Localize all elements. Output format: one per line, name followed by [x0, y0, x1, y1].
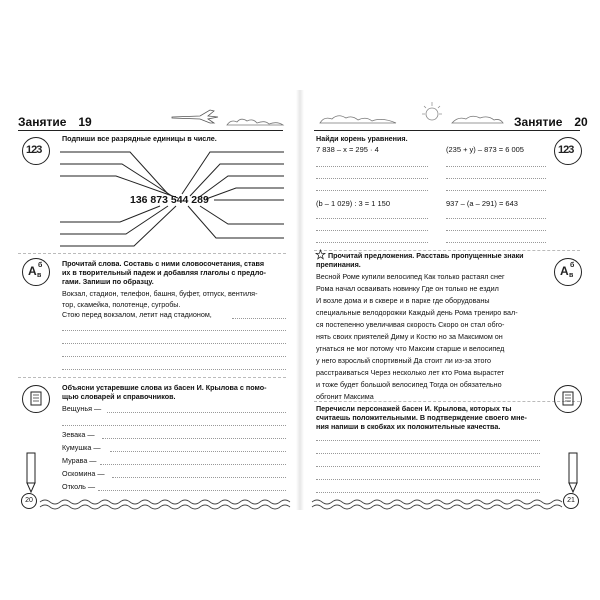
- equation: 7 838 – х = 295 · 4: [316, 145, 379, 154]
- answer-line[interactable]: [446, 230, 546, 231]
- numbers-icon: 123: [22, 137, 50, 165]
- old-word: Кумушка —: [62, 443, 101, 452]
- task2-instruction-3: гами. Запиши по образцу.: [62, 277, 154, 286]
- equation: (235 + у) – 873 = 6 005: [446, 145, 524, 154]
- text-line: обгонит Максима: [316, 392, 374, 401]
- star-icon: [316, 250, 325, 259]
- lesson-label: Занятие: [18, 115, 67, 129]
- answer-line[interactable]: [62, 425, 286, 426]
- old-word: Мурава —: [62, 456, 97, 465]
- task3-instruction-2: щью словарей и справочников.: [62, 392, 176, 401]
- pencil-icon: [566, 453, 580, 493]
- lesson-number: 20: [574, 115, 588, 129]
- page-number: 21: [563, 493, 579, 509]
- equation: (b – 1 029) : 3 = 1 150: [316, 199, 391, 208]
- task2-instruction-2: их в творительный падеж и добавляя глаголы с предло-: [62, 268, 266, 277]
- right-page: [300, 0, 600, 600]
- answer-line[interactable]: [62, 369, 286, 370]
- task2-instruction-1: Прочитай предложения. Расставь пропущенные знаки: [328, 251, 524, 260]
- page-number: 20: [21, 493, 37, 509]
- answer-line[interactable]: [62, 356, 286, 357]
- answer-line[interactable]: [316, 466, 540, 467]
- header-rule: [314, 130, 580, 131]
- answer-line[interactable]: [62, 343, 286, 344]
- text-line: расстраиваться Через несколько лет кто Рома вырастет: [316, 368, 505, 377]
- answer-line[interactable]: [316, 190, 428, 191]
- numbers-icon: 123: [554, 137, 582, 165]
- header-rule: [18, 130, 283, 131]
- cloud-icon: [318, 113, 398, 125]
- lesson-title-left: [18, 115, 92, 129]
- equation: 937 – (а – 291) = 643: [446, 199, 518, 208]
- book-icon: [22, 385, 50, 413]
- answer-line[interactable]: [446, 178, 546, 179]
- answer-line[interactable]: [107, 412, 286, 413]
- text-line: нять своих приятелей Диму и Костю но за Максимом он: [316, 332, 503, 341]
- answer-line[interactable]: [316, 230, 428, 231]
- answer-line[interactable]: [316, 440, 540, 441]
- lesson-number: 19: [78, 115, 92, 129]
- task2-instruction-2: препинания.: [316, 260, 361, 269]
- lesson-title-right: [514, 115, 588, 129]
- task2-instruction-1: Прочитай слова. Составь с ними словосочетания, ставя: [62, 259, 265, 268]
- wave-icon: [40, 498, 290, 510]
- answer-line[interactable]: [232, 318, 286, 319]
- letters-icon: А б в: [554, 258, 582, 286]
- task1-instruction: Найди корень уравнения.: [316, 134, 408, 143]
- text-line: угнаться не мог потому что Максим старше и велосипед: [316, 344, 505, 353]
- text-line: Рома начал осваивать новинку Где он только не ездил: [316, 284, 499, 293]
- answer-line[interactable]: [316, 166, 428, 167]
- text-line: И возле дома и в сквере и в парке где оборудованы: [316, 296, 490, 305]
- task3-instruction-1: Перечисли персонажей басен И. Крылова, которых ты: [316, 404, 512, 413]
- text-line: ся постепенно увеличивая скорость Скоро он стал обго-: [316, 320, 505, 329]
- answer-line[interactable]: [446, 218, 546, 219]
- old-word: Вещунья —: [62, 404, 102, 413]
- answer-line[interactable]: [62, 330, 286, 331]
- answer-line[interactable]: [316, 218, 428, 219]
- book-icon: [554, 385, 582, 413]
- section-divider: [314, 401, 580, 403]
- answer-line[interactable]: [316, 453, 540, 454]
- text-line: и тоже будет большой велосипед Тогда он обязательно: [316, 380, 502, 389]
- answer-line[interactable]: [316, 492, 540, 493]
- cloud-icon: [450, 113, 505, 125]
- answer-line[interactable]: [110, 451, 286, 452]
- task2-example: Стою перед вокзалом, летит над стадионом,: [62, 310, 212, 319]
- letters-icon: А б в: [22, 258, 50, 286]
- answer-line[interactable]: [112, 477, 286, 478]
- text-line: Весной Роме купили велосипед Как только растаял снег: [316, 272, 505, 281]
- answer-line[interactable]: [446, 166, 546, 167]
- sun-icon: [420, 100, 444, 124]
- task1-instruction: Подпиши все разрядные единицы в числе.: [62, 134, 217, 143]
- task3-instruction-3: ния напиши в скобках их положительные качества.: [316, 422, 501, 431]
- airplane-icon: [170, 108, 220, 124]
- task3-instruction-2: считаешь положительными. В подтверждение своего мне-: [316, 413, 527, 422]
- section-divider: [18, 253, 286, 255]
- answer-line[interactable]: [98, 490, 286, 491]
- task3-instruction-1: Объясни устаревшие слова из басен И. Крылова с помо-: [62, 383, 267, 392]
- old-word: Зевака —: [62, 430, 95, 439]
- big-number: 136 873 544 289: [130, 194, 209, 206]
- section-divider: [18, 377, 286, 379]
- old-word: Отколь —: [62, 482, 96, 491]
- pencil-icon: [24, 453, 38, 493]
- answer-line[interactable]: [102, 438, 286, 439]
- wave-icon: [312, 498, 562, 510]
- text-line: специальные велодорожки Каждый день Рома трениро вал-: [316, 308, 518, 317]
- old-word: Оскомина —: [62, 469, 105, 478]
- lesson-label: Занятие: [514, 115, 563, 129]
- answer-line[interactable]: [316, 178, 428, 179]
- answer-line[interactable]: [100, 464, 286, 465]
- answer-line[interactable]: [446, 190, 546, 191]
- answer-line[interactable]: [446, 242, 546, 243]
- answer-line[interactable]: [316, 479, 540, 480]
- text-line: у него взрослый спортивный Да стоит ли из-за этого: [316, 356, 491, 365]
- task2-words-1: Вокзал, стадион, телефон, башня, буфет, отпуск, вентиля-: [62, 289, 258, 298]
- cloud-icon: [225, 117, 285, 127]
- answer-line[interactable]: [316, 242, 428, 243]
- task2-words-2: тор, скамейка, полотенце, сугробы.: [62, 300, 181, 309]
